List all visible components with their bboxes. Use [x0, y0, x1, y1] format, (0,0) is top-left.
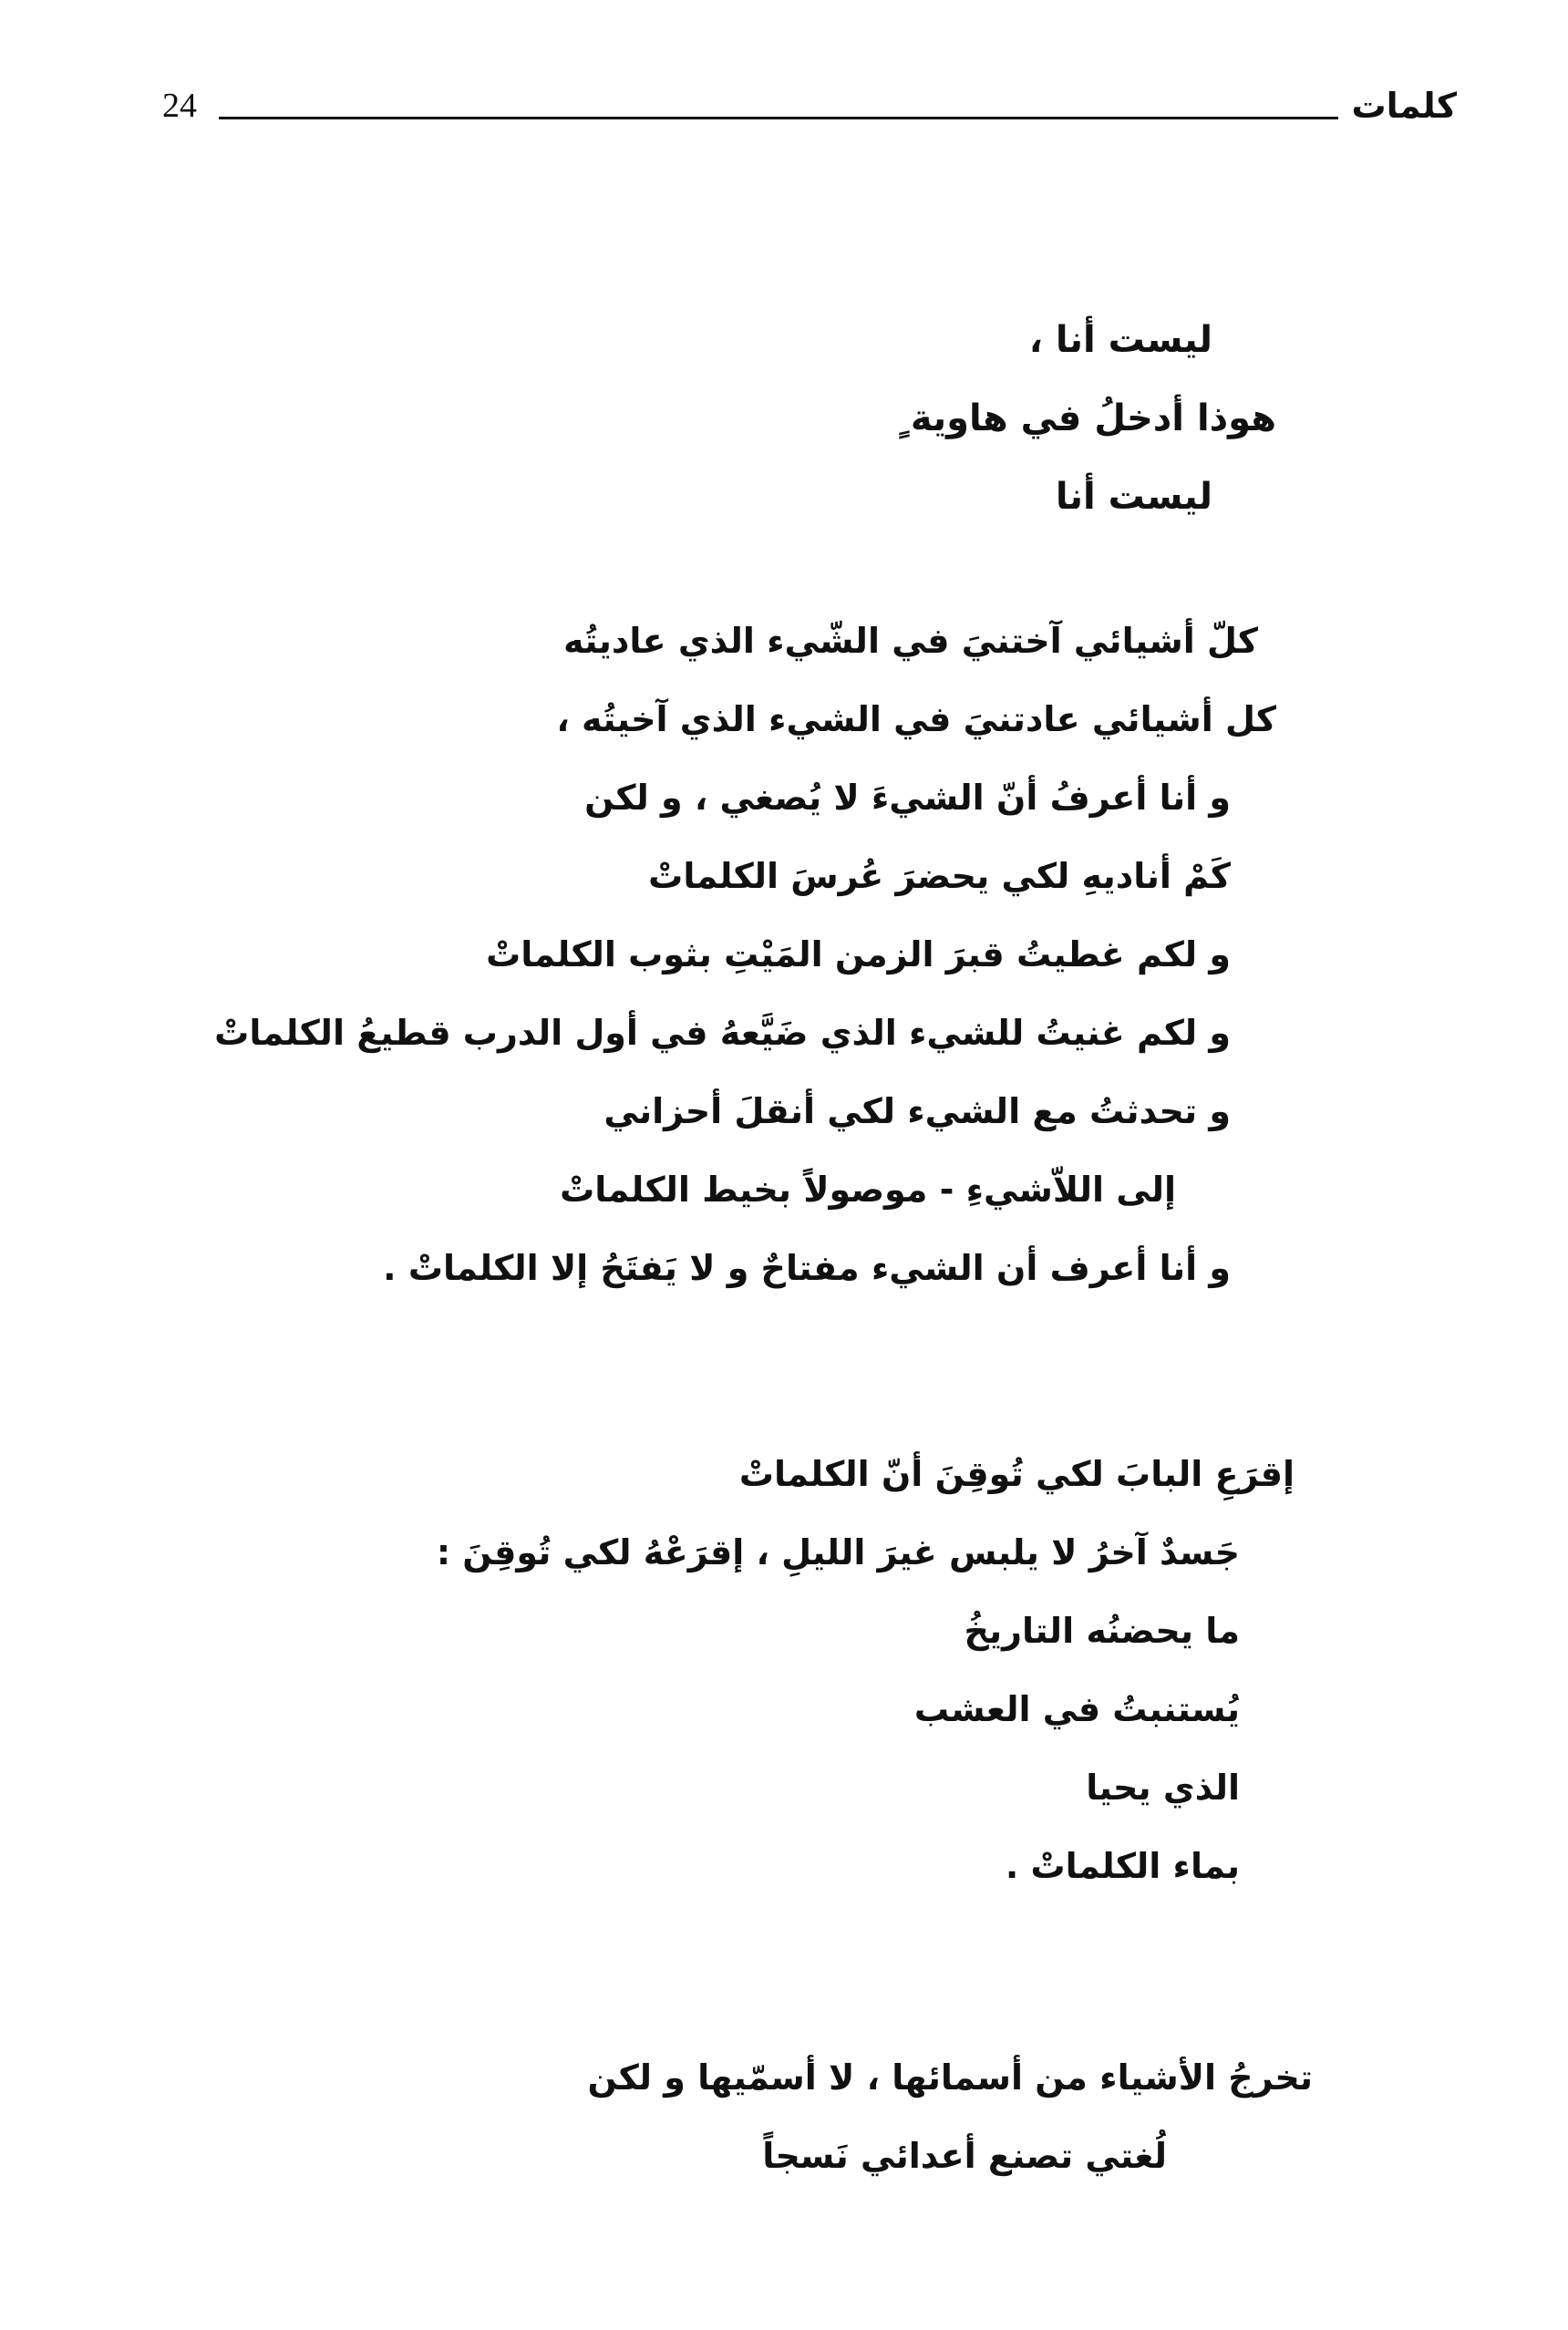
poem-line: كَمْ أناديهِ لكي يحضرَ عُرسَ الكلماتْ — [648, 856, 1231, 896]
poem-line: هوذا أدخلُ في هاوية ٍ — [898, 397, 1276, 439]
stanza-1 — [898, 301, 1276, 536]
poem-line: و أنا أعرفُ أنّ الشيءَ لا يُصغي ، و لكن — [584, 778, 1231, 818]
poem-line: و لكم غطيتُ قبرَ الزمن المَيْتِ بثوب الكلماتْ — [486, 934, 1231, 974]
stanza-2 — [214, 602, 1276, 1307]
poem-line: الذي يحيا — [1086, 1768, 1240, 1808]
poem-line: يُستنبتُ في العشب — [913, 1689, 1240, 1729]
running-title: كلمات — [1351, 86, 1457, 126]
poem-line: ليست أنا — [1055, 476, 1212, 518]
poem-line: لُغتي تصنع أعدائي نَسجاً — [762, 2136, 1167, 2176]
poem-line: إقرَعِ البابَ لكي تُوقِنَ أنّ الكلماتْ — [738, 1454, 1295, 1494]
poem-line: و تحدثتُ مع الشيء لكي أنقلَ أحزاني — [603, 1091, 1231, 1131]
running-header — [162, 84, 1457, 139]
poem-line: تخرجُ الأشياء من أسمائها ، لا أسمّيها و لكن — [587, 2057, 1313, 2098]
poem-line: كلّ أشيائي آختنيَ في الشّيء الذي عاديتُه — [563, 621, 1258, 661]
poem-line: و أنا أعرف أن الشيء مفتاحٌ و لا يَفتَحُ إلا الكلماتْ . — [383, 1248, 1231, 1288]
poem-line: ما يحضنُه التاريخُ — [964, 1611, 1240, 1651]
poem-line: إلى اللاّشيءِ - موصولاً بخيط الكلماتْ — [560, 1170, 1176, 1210]
page-number: 24 — [162, 87, 197, 125]
header-rule — [219, 117, 1338, 119]
stanza-4 — [587, 2038, 1313, 2195]
poem-line: ليست أنا ، — [1028, 319, 1212, 361]
poem-line: كل أشيائي عادتنيَ في الشيء الذي آخيتُه ، — [556, 699, 1276, 739]
poem-line: و لكم غنيتُ للشيء الذي ضَيَّعهُ في أول الدرب قطيعُ الكلماتْ — [214, 1013, 1231, 1053]
poem-line: بماء الكلماتْ . — [1005, 1846, 1240, 1886]
poem-line: جَسدٌ آخرُ لا يلبس غيرَ الليلِ ، إقرَعْهُ لكي تُوقِنَ : — [436, 1532, 1240, 1572]
stanza-3 — [437, 1435, 1295, 1905]
